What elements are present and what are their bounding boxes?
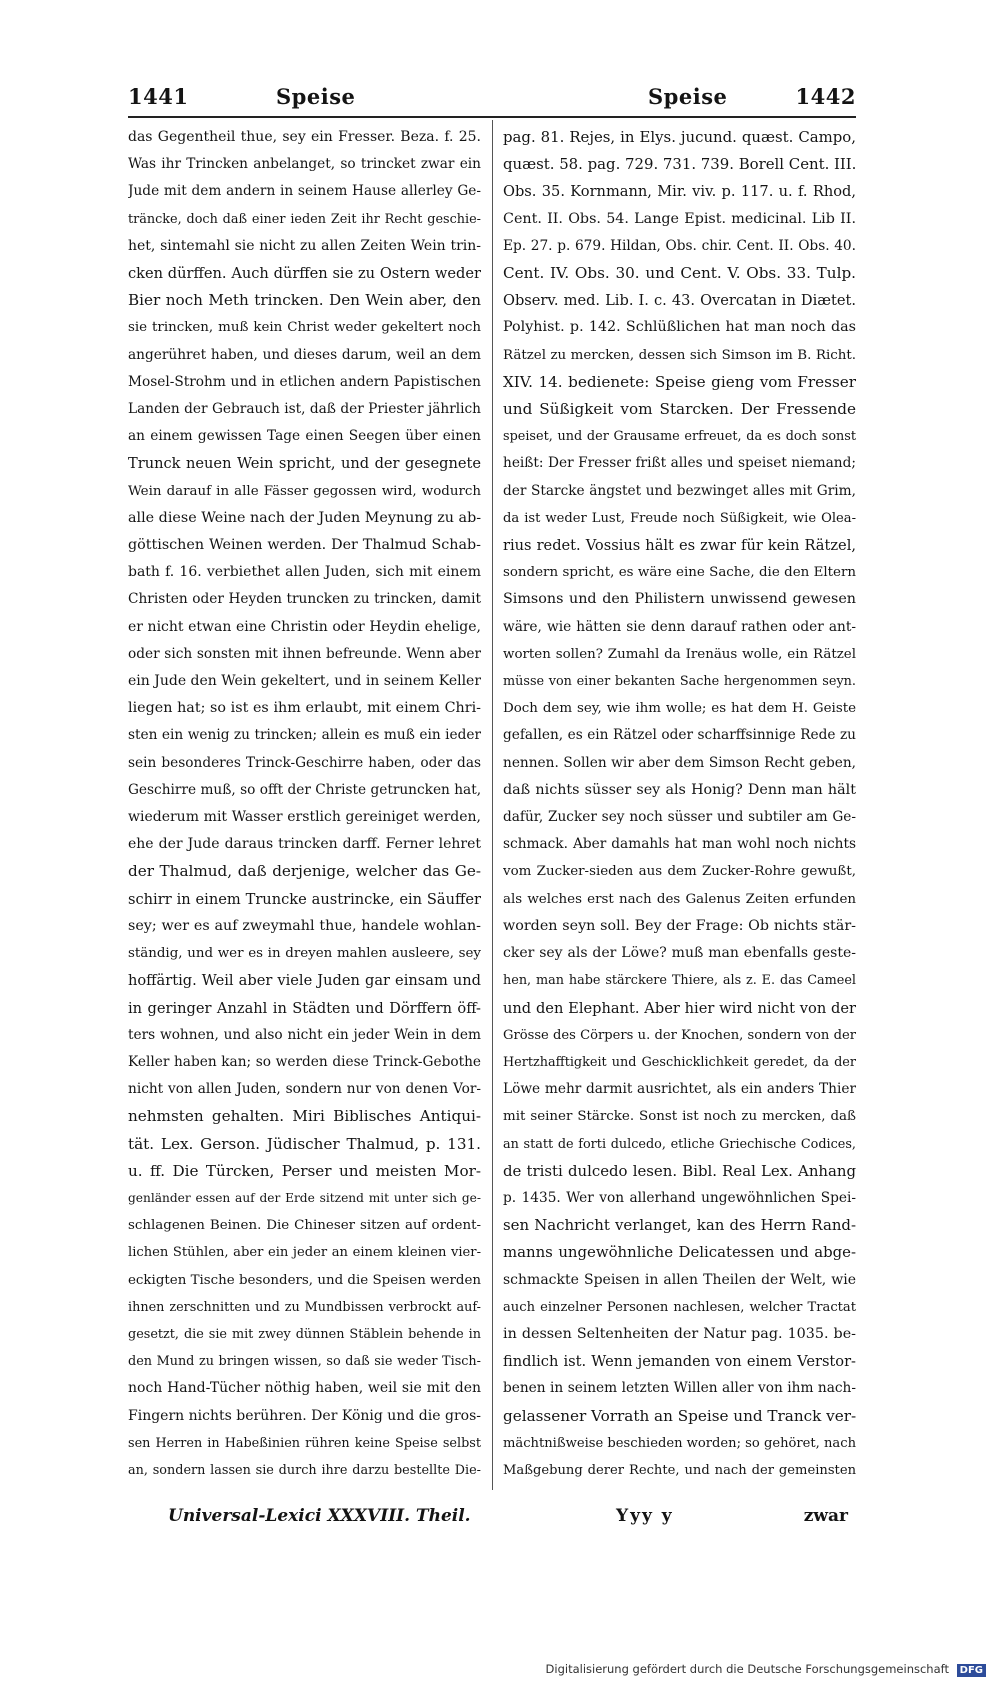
text-line: Cent. IV. Obs. 30. und Cent. V. Obs. 33. Tulp. [503,264,856,283]
text-line: göttischen Weinen werden. Der Thalmud Schab- [128,537,481,554]
text-line: träncke, doch daß einer ieden Zeit ihr Recht geschie- [128,211,481,227]
text-line: hen, man habe stärckere Thiere, als z. E. das Cameel [503,973,856,989]
text-line: wäre, wie hätten sie denn darauf rathen oder ant- [503,618,856,635]
text-line: Löwe mehr darmit ausrichtet, als ein anders Thier [503,1081,856,1098]
text-line: Rätzel zu mercken, dessen sich Simson im B. Richt. [503,347,856,363]
text-line: Keller haben kan; so werden diese Trinck-Gebothe [128,1053,481,1070]
text-line: sein besonderes Trinck-Geschirre haben, oder das [128,754,481,771]
text-line: Cent. II. Obs. 54. Lange Epist. medicinal. Lib II. [503,210,856,227]
text-line: noch Hand-Tücher nöthig haben, weil sie mit den [128,1380,481,1397]
text-line: speiset, und der Grausame erfreuet, da es doch sonst [503,429,856,445]
text-line: der Thalmud, daß derjenige, welcher das Ge- [128,862,481,881]
text-line: dafür, Zucker sey noch süsser und subtiler am Ge- [503,809,856,826]
text-column-right [503,124,856,1484]
text-line: tät. Lex. Gerson. Jüdischer Thalmud, p. 131. [128,1134,481,1153]
volume-signature: Universal-Lexici XXXVIII. Theil. [168,1506,471,1526]
text-line: Wein darauf in alle Fässer gegossen wird, wodurch [128,483,481,499]
text-line: Jude mit dem andern in seinem Hause allerley Ge- [128,183,481,200]
text-line: p. 1435. Wer von allerhand ungewöhnlichen Spei- [503,1189,856,1206]
text-line: findlich ist. Wenn jemanden von einem Verstor- [503,1353,856,1371]
text-line: hoffärtig. Weil aber viele Juden gar einsam und [128,972,481,990]
text-line: an einem gewissen Tage einen Seegen über einen [128,428,481,445]
text-line: Bier noch Meth trincken. Den Wein aber, den [128,291,481,310]
text-line: ihnen zerschnitten und zu Mundbissen verbrockt auf- [128,1299,481,1315]
text-line: den Mund zu bringen wissen, so daß sie weder Tisch- [128,1354,481,1370]
text-line: worden seyn soll. Bey der Frage: Ob nichts stär- [503,917,856,934]
text-line: cker sey als der Löwe? muß man ebenfalls geste- [503,945,856,962]
running-header [128,80,856,120]
text-line: alle diese Weine nach der Juden Meynung zu ab- [128,509,481,526]
text-line: müsse von einer bekanten Sache hergenommen seyn. [503,674,856,690]
text-line: liegen hat; so ist es ihm erlaubt, mit einem Chri- [128,700,481,717]
text-line: Mosel-Strohm und in etlichen andern Papistischen [128,373,481,390]
text-line: in dessen Seltenheiten der Natur pag. 1035. be- [503,1325,856,1342]
text-line: Was ihr Trincken anbelanget, so trincket zwar ein [128,156,481,173]
text-line: heißt: Der Fresser frißt alles und speiset niemand; [503,455,856,472]
text-line: schmack. Aber damahls hat man wohl noch nichts [503,836,856,853]
digitization-credit [546,1662,986,1677]
text-line: Simsons und den Philistern unwissend gewesen [503,591,856,608]
text-line: nicht von allen Juden, sondern nur von denen Vor- [128,1081,481,1098]
text-line: eckigten Tische besonders, und die Speisen werden [128,1272,481,1288]
book-page [128,80,856,1580]
text-line: da ist weder Lust, Freude noch Süßigkeit, wie Olea- [503,510,856,526]
gathering-mark: Yyy y [616,1506,674,1526]
credit-text: Digitalisierung gefördert durch die Deutsche Forschungsgemeinschaft [545,1662,949,1676]
text-line: oder sich sonsten mit ihnen befreunde. Wenn aber [128,645,481,662]
text-line: an, sondern lassen sie durch ihre darzu bestellte Die- [128,1462,481,1478]
text-line: nehmsten gehalten. Miri Biblisches Antiqui- [128,1107,481,1126]
text-line: Landen der Gebrauch ist, daß der Priester jährlich [128,401,481,418]
text-line: het, sintemahl sie nicht zu allen Zeiten Wein trin- [128,237,481,254]
text-line: auch einzelner Personen nachlesen, welcher Tractat [503,1299,856,1315]
text-line: mit seiner Stärcke. Sonst ist noch zu mercken, daß [503,1109,856,1125]
text-line: Obs. 35. Kornmann, Mir. viv. p. 117. u. f. Rhod, [503,183,856,201]
text-line: Observ. med. Lib. I. c. 43. Overcatan in Diætet. [503,292,856,310]
text-line: Hertzhafftigkeit und Geschicklichkeit geredet, da der [503,1054,856,1070]
text-line: Geschirre muß, so offt der Christe getruncken hat, [128,781,481,798]
text-line: daß nichts süsser sey als Honig? Denn man hält [503,781,856,798]
text-line: sen Herren in Habeßinien rühren keine Speise selbst [128,1435,481,1451]
page-footer [128,1506,856,1536]
text-line: lichen Stühlen, aber ein jeder an einem kleinen vier- [128,1245,481,1261]
text-line: ters wohnen, und also nicht ein jeder Wein in dem [128,1026,481,1043]
text-line: und Süßigkeit vom Starcken. Der Fressende [503,400,856,419]
column-divider [492,120,493,1490]
text-line: vom Zucker-sieden aus dem Zucker-Rohre gewußt, [503,864,856,880]
text-line: er nicht etwan eine Christin oder Heydin ehelige, [128,618,481,635]
text-line: schmackte Speisen in allen Theilen der Welt, wie [503,1271,856,1288]
text-line: angerühret haben, und dieses darum, weil an dem [128,346,481,363]
text-line: Fingern nichts berühren. Der König und die gros- [128,1407,481,1424]
text-line: Trunck neuen Wein spricht, und der gesegnete [128,455,481,473]
text-line: Christen oder Heyden truncken zu trincken, damit [128,591,481,608]
text-line: nennen. Sollen wir aber dem Simson Recht geben, [503,754,856,771]
text-line: schlagenen Beinen. Die Chineser sitzen auf ordent- [128,1218,481,1234]
text-line: gesetzt, die sie mit zwey dünnen Stäblein behende in [128,1326,481,1342]
running-title-left: Speise [276,84,356,109]
text-line: worten sollen? Zumahl da Irenäus wolle, ein Rätzel [503,646,856,662]
text-line: sie trincken, muß kein Christ weder gekeltert noch [128,320,481,336]
text-line: mächtnißweise beschieden worden; so gehöret, nach [503,1435,856,1451]
header-rule [128,116,856,118]
text-line: cken dürffen. Auch dürffen sie zu Ostern weder [128,265,481,283]
text-line: sondern spricht, es wäre eine Sache, die den Eltern [503,565,856,581]
text-line: als welches erst nach des Galenus Zeiten erfunden [503,891,856,907]
text-line: wiederum mit Wasser erstlich gereiniget werden, [128,809,481,826]
text-line: Grösse des Cörpers u. der Knochen, sondern von der [503,1027,856,1043]
text-line: quæst. 58. pag. 729. 731. 739. Borell Cent. III. [503,155,856,174]
text-line: pag. 81. Rejes, in Elys. jucund. quæst. Campo, [503,128,856,146]
text-line: schirr in einem Truncke austrincke, ein Säuffer [128,890,481,908]
text-line: Polyhist. p. 142. Schlüßlichen hat man noch das [503,319,856,336]
text-line: sen Nachricht verlanget, kan des Herrn Rand- [503,1216,856,1235]
text-line: ein Jude den Wein gekeltert, und in seinem Keller [128,673,481,690]
text-line: an statt de forti dulcedo, etliche Griechische Codices, [503,1136,856,1152]
text-line: de tristi dulcedo lesen. Bibl. Real Lex. Anhang [503,1161,856,1180]
text-line: u. ff. Die Türcken, Perser und meisten Mor- [128,1161,481,1180]
text-line: manns ungewöhnliche Delicatessen und abge- [503,1243,856,1262]
text-line: sten ein wenig zu trincken; allein es muß ein ieder [128,727,481,744]
text-line: Maßgebung derer Rechte, und nach der gemeinsten [503,1462,856,1478]
text-line: genländer essen auf der Erde sitzend mit unter sich ge- [128,1190,481,1205]
text-line: XIV. 14. bedienete: Speise gieng vom Fresser [503,372,856,391]
text-column-left [128,124,481,1484]
text-line: bath f. 16. verbiethet allen Juden, sich mit einem [128,564,481,581]
text-line: rius redet. Vossius hält es zwar für kein Rätzel, [503,537,856,555]
text-line: der Starcke ängstet und bezwinget alles mit Grim, [503,482,856,499]
text-line: sey; wer es auf zweymahl thue, handele wohlan- [128,917,481,934]
text-line: ehe der Jude daraus trincken darff. Ferner lehret [128,836,481,853]
text-line: gelassener Vorrath an Speise und Tranck ver- [503,1406,856,1425]
page-number-left: 1441 [128,84,189,109]
text-line: ständig, und wer es in dreyen mahlen ausleere, sey [128,946,481,962]
text-line: und den Elephant. Aber hier wird nicht von der [503,999,856,1017]
dfg-logo: DFG [957,1664,986,1677]
text-line: gefallen, es ein Rätzel oder scharffsinnige Rede zu [503,727,856,744]
text-line: benen in seinem letzten Willen aller von ihm nach- [503,1380,856,1397]
text-line: Ep. 27. p. 679. Hildan, Obs. chir. Cent. II. Obs. 40. [503,237,856,254]
page-number-right: 1442 [795,84,856,109]
running-title-right: Speise [648,84,728,109]
text-line: in geringer Anzahl in Städten und Dörffern öff- [128,999,481,1017]
text-line: das Gegentheil thue, sey ein Fresser. Beza. f. 25. [128,129,481,145]
text-line: Doch dem sey, wie ihm wolle; es hat dem H. Geiste [503,701,856,717]
catchword: zwar [803,1506,848,1526]
